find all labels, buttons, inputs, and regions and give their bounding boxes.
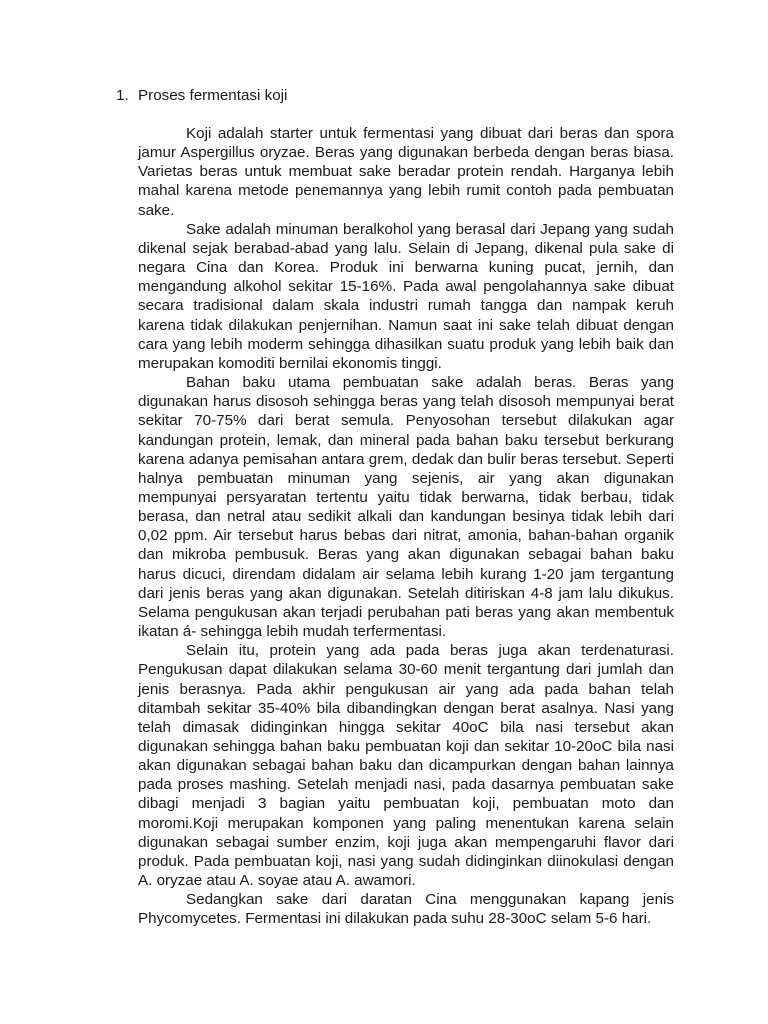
paragraph-sake-origin: Sake adalah minuman beralkohol yang berasal dari Jepang yang sudah dikenal sejak berabad-abad yang lalu. Selain di Jepang, dikenal pula sake di negara Cina dan Korea. Produk ini berwarna kuning pucat, jernih, dan mengandung alkohol sekitar 15-16%. Pada awal pengolahannya sake dibuat secara tradisional dalam skala industri rumah tangga dan nampak keruh karena tidak dilakukan penjernihan. Namun saat ini sake telah dibuat dengan cara yang lebih moderm sehingga dihasilkan suatu produk yang lebih baik dan merupakan komoditi bernilai ekonomis tinggi. bbox=[138, 220, 674, 372]
paragraph-steaming-process: Selain itu, protein yang ada pada beras juga akan terdenaturasi. Pengukusan dapat dilakukan selama 30-60 menit tergantung dari jumlah dan jenis berasnya. Pada akhir pengukusan air yang ada pada bahan telah ditambah sekitar 35-40% bila dibandingkan dengan berat asalnya. Nasi yang telah dimasak didinginkan hingga sekitar 40oC bila nasi tersebut akan digunakan sehingga bahan baku pembuatan koji dan sekitar 10-20oC bila nasi akan digunakan sebagai bahan baku dan dicampurkan dengan bahan lainnya pada proses mashing. Setelah menjadi nasi, pada dasarnya pembuatan sake dibagi menjadi 3 bagian yaitu pembuatan koji, pembuatan moto dan moromi.Koji merupakan komponen yang paling menentukan karena selain digunakan sebagai sumber enzim, koji juga akan mempengaruhi flavor dari produk. Pada pembuatan koji, nasi yang sudah didinginkan diinokulasi dengan A. oryzae atau A. soyae atau A. awamori. bbox=[138, 642, 674, 890]
heading-title: Proses fermentasi koji bbox=[138, 87, 288, 104]
heading-number: 1. bbox=[116, 87, 129, 104]
paragraph-chinese-sake: Sedangkan sake dari daratan Cina menggunakan kapang jenis Phycomycetes. Fermentasi ini dilakukan pada suhu 28-30oC selam 5-6 hari. bbox=[138, 891, 674, 928]
section-body bbox=[138, 124, 674, 929]
paragraph-raw-materials: Bahan baku utama pembuatan sake adalah beras. Beras yang digunakan harus disosoh sehingga beras yang telah disosoh mempunyai berat sekitar 70-75% dari berat semula. Penyosohan tersebut dilakukan agar kandungan protein, lemak, dan mineral pada bahan baku tersebut berkurang karena adanya pemisahan antara grem, dedak dan bulir beras tersebut. Seperti halnya pembuatan minuman yang sejenis, air yang akan digunakan mempunyai persyaratan tertentu yaitu tidak berwarna, tidak berbau, tidak berasa, dan netral atau sedikit alkali dan kandungan besinya tidak lebih dari 0,02 ppm. Air tersebut harus bebas dari nitrat, amonia, bahan-bahan organik dan mikroba pembusuk. Beras yang akan digunakan sebagai bahan baku harus dicuci, direndam didalam air selama lebih kurang 1-20 jam tergantung dari jenis beras yang akan digunakan. Setelah ditiriskan 4-8 jam lalu dikukus. Selama pengukusan akan terjadi perubahan pati beras yang akan membentuk ikatan á- sehingga lebih mudah terfermentasi. bbox=[138, 374, 674, 641]
section-heading bbox=[116, 86, 287, 106]
paragraph-koji-definition: Koji adalah starter untuk fermentasi yang dibuat dari beras dan spora jamur Aspergillus oryzae. Beras yang digunakan berbeda dengan beras biasa. Varietas beras untuk membuat sake beradar protein rendah. Harganya lebih mahal karena metode penemannya yang lebih rumit contoh pada pembuatan sake. bbox=[138, 125, 674, 219]
